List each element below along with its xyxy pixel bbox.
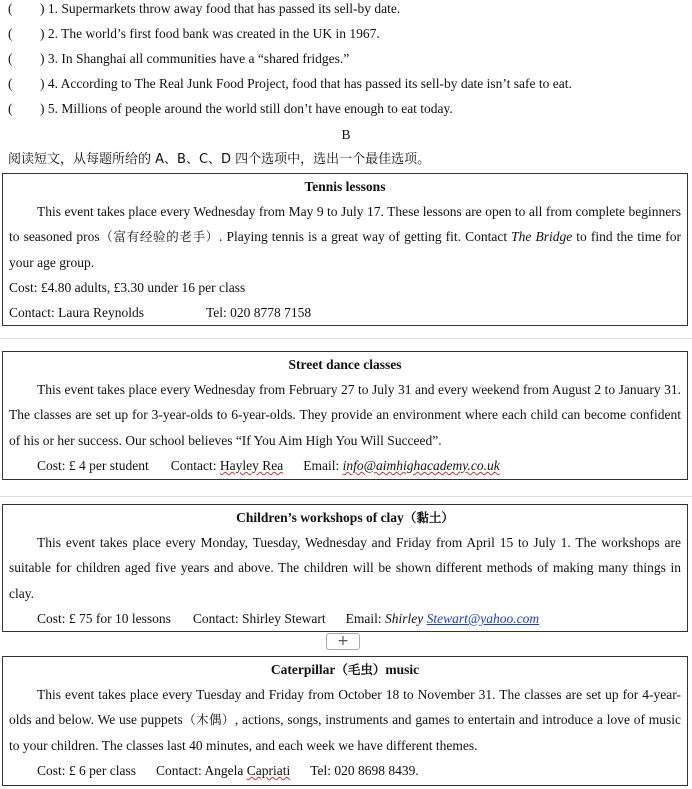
ad-cost: Cost: £4.80 adults, £3.30 under 16 per class	[9, 279, 246, 295]
ad-tel: Tel: 020 8778 7158	[205, 304, 312, 320]
ad-contact: Contact: Laura Reynolds	[9, 304, 144, 320]
ad-cost: Cost: £ 75 for 10 lessons	[37, 610, 171, 626]
ad-cost: Cost: £ 6 per class	[37, 762, 136, 778]
ad-title: Caterpillar（毛虫）music	[270, 662, 420, 677]
ad-body: This event takes place every Wednesday from February 27 to July 31 and every weekend from August 2 to January 31. The classes are set up for 3-year-olds to 6-year-olds. They provide an environment where each child can become confident of his or her success. Our school believes “If You Aim High You Will Succeed”.	[9, 382, 681, 448]
ad-tel: Tel: 020 8698 8439.	[310, 762, 419, 778]
question-4: ( ) 4. According to The Real Junk Food Project, food that has passed its sell-by date isn’t safe to eat.	[8, 76, 572, 91]
section-letter: B	[341, 127, 351, 142]
question-1: ( ) 1. Supermarkets throw away food that has passed its sell-by date.	[8, 1, 401, 16]
ad-body: This event takes place every Monday, Tuesday, Wednesday and Friday from April 15 to July 1. The workshops are suitable for children aged five years and above. The children will be shown different methods of making many things in clay.	[9, 535, 681, 601]
ad-body: This event takes place every Tuesday and Friday from October 18 to November 31. The classes are set up for 4-year-olds and below. We use puppets（木偶）, actions, songs, instruments and games to entertain and introduce a love of music to your children. The classes last 40 minutes, and each week we have different themes.	[9, 687, 681, 753]
ad-email: info@aimhighacademy.co.uk	[342, 457, 500, 473]
question-2: ( ) 2. The world’s first food bank was created in the UK in 1967.	[8, 26, 380, 41]
ad-clay-workshops	[2, 504, 688, 632]
ad-contact-line	[9, 300, 681, 325]
ad-contact: Contact: Shirley Stewart	[192, 610, 326, 626]
ad-meta-line: Cost: £ 6 per class Contact: Angela Capriati Tel: 020 8698 8439.	[37, 762, 419, 778]
email-link[interactable]: Stewart@yahoo.com	[426, 610, 540, 626]
ad-title: Street dance classes	[288, 357, 402, 372]
ad-cost: Cost: £ 4 per student	[37, 457, 149, 473]
instruction-text: 阅读短文，从每题所给的 A、B、C、D 四个选项中，选出一个最佳选项。	[8, 152, 431, 167]
ad-contact: Capriati	[246, 762, 291, 778]
ad-meta-line: Cost: £ 75 for 10 lessons Contact: Shirley Stewart Email: Shirley Stewart@yahoo.com	[37, 610, 540, 626]
ad-contact: Hayley Rea	[219, 457, 284, 473]
ad-title: Children’s workshops of clay（黏土）	[236, 510, 454, 525]
ad-meta-line: Cost: £ 4 per student Contact: Hayley Rea Email: info@aimhighacademy.co.uk	[37, 457, 500, 473]
add-button[interactable]: +	[326, 633, 360, 650]
question-3: ( ) 3. In Shanghai all communities have a “shared fridges.”	[8, 51, 350, 66]
ad-street-dance	[2, 351, 688, 480]
ad-body: This event takes place every Wednesday from May 9 to July 17. These lessons are open to all from complete beginners to seasoned pros（富有经验的老手）. Playing tennis is a great way of getting fit. Contact The Bridge to find the time for your age group.	[9, 204, 681, 270]
ad-tennis	[2, 173, 688, 326]
ad-title: Tennis lessons	[304, 179, 386, 194]
ad-caterpillar-music	[2, 656, 688, 786]
question-5: ( ) 5. Millions of people around the world still don’t have enough to eat today.	[8, 101, 453, 116]
